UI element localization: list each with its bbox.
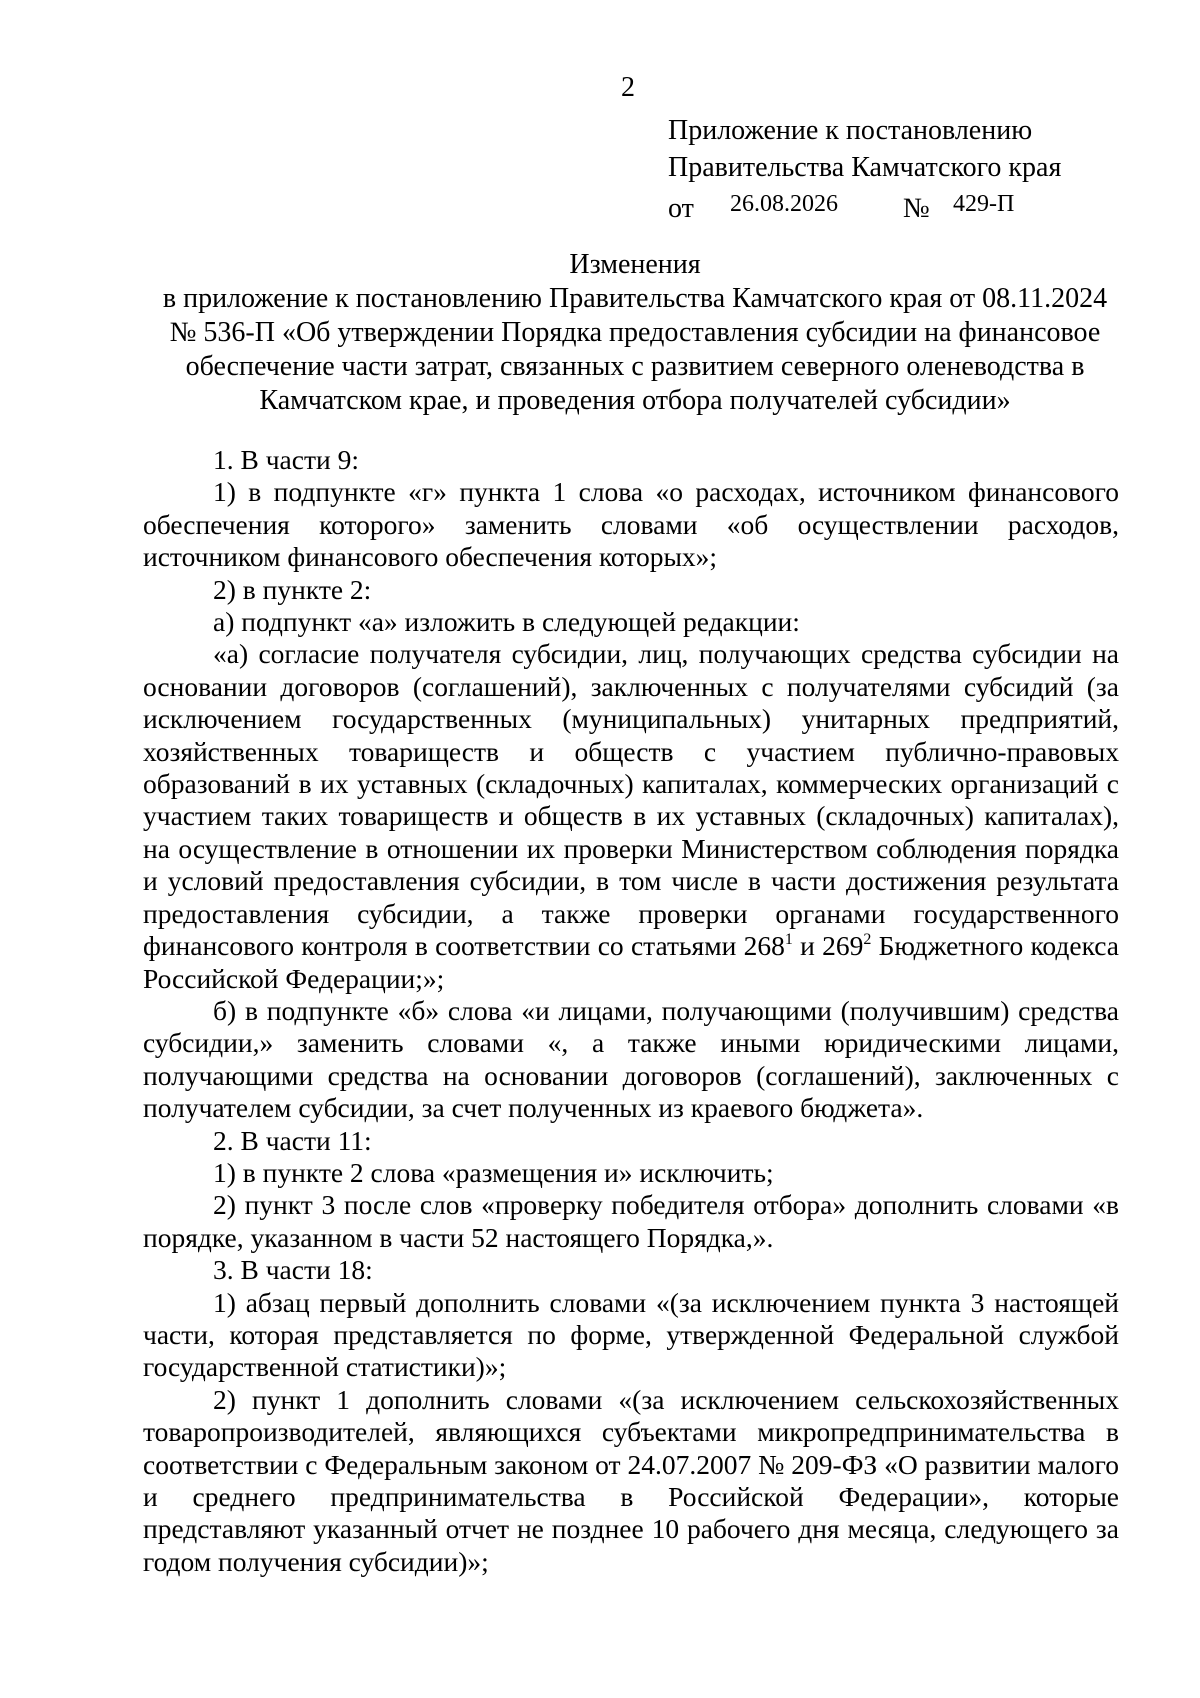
page-number: 2: [621, 72, 635, 103]
title-line-1: в приложение к постановлению Правительства Камчатского края от 08.11.2024: [162, 283, 1108, 314]
paragraph-9: 2) пункт 3 после слов «проверку победителя отбора» дополнить словами «в порядке, указанном в части 52 настоящего Порядка,».: [143, 1189, 1119, 1253]
document-title: [140, 248, 1130, 418]
document-body: [143, 444, 1119, 1578]
paragraph-5: [143, 638, 1119, 994]
from-label: от: [668, 193, 694, 224]
title-line-4: Камчатском крае, и проведения отбора получателей субсидии»: [259, 385, 1011, 416]
paragraph-5-end: Бюджетного кодекса Российской Федерации;»;: [143, 930, 1120, 994]
annex-line-2: Правительства Камчатского края: [668, 152, 1062, 183]
paragraph-8: 1) в пункте 2 слова «размещения и» исключить;: [213, 1156, 774, 1188]
paragraph-4: а) подпункт «а» изложить в следующей редакции:: [213, 606, 800, 638]
annex-header: [668, 112, 1061, 223]
title-line-2: № 536-П «Об утверждении Порядка предоставления субсидии на финансовое: [169, 317, 1101, 348]
paragraph-11: 1) абзац первый дополнить словами «(за исключением пункта 3 настоящей части, которая представляется по форме, утвержденной Федеральной службой государственной статистики)»;: [143, 1286, 1119, 1383]
paragraph-6: б) в подпункте «б» слова «и лицами, получающими (получившим) средства субсидии,» заменить словами «, а также иными юридическими лицами, получающими средства на основании договоров (соглашений), заключенных с получателем субсидии, за счет полученных из краевого бюджета».: [143, 994, 1119, 1124]
paragraph-7: 2. В части 11:: [213, 1124, 372, 1156]
superscript-2: 2: [863, 931, 872, 949]
resolution-number: 429-П: [953, 191, 1015, 217]
resolution-date: 26.08.2026: [730, 191, 838, 217]
paragraph-12: 2) пункт 1 дополнить словами «(за исключением сельскохозяйственных товаропроизводителей, являющихся субъектами микропредпринимательства в соответствии с Федеральным законом от 24.07.2007 № 209-ФЗ «О развитии малого и среднего предпринимательства в Российской Федерации», которые представляют указанный отчет не позднее 10 рабочего дня месяца, следующего за годом получения субсидии)»;: [143, 1383, 1119, 1577]
paragraph-5-text: «а) согласие получателя субсидии, лиц, получающих средства субсидии на основании договоров (соглашений), заключенных с получателями субсидий (за исключением государственных (муниципальных) унитарных предприятий, хозяйственных товариществ и обществ с участием публично-правовых образований в их уставных (складочных) капиталах, коммерческих организаций с участием таких товариществ и обществ в их уставных (складочных) капиталах), на осуществление в отношении их проверки Министерством соблюдения порядка и условий предоставления субсидии, в том числе в части достижения результата предоставления субсидии, а также проверки органами государственного финансового контроля в соответствии со статьями 268: [143, 638, 1119, 962]
title-heading: Изменения: [569, 249, 701, 280]
title-line-3: обеспечение части затрат, связанных с развитием северного оленеводства в: [185, 351, 1085, 382]
superscript-1: 1: [784, 931, 793, 949]
paragraph-3: 2) в пункте 2:: [213, 573, 372, 605]
number-label: №: [903, 193, 930, 224]
paragraph-1: 1. В части 9:: [213, 444, 359, 475]
annex-reference: [668, 186, 1061, 223]
paragraph-5-mid: и 269: [792, 930, 864, 962]
paragraph-10: 3. В части 18:: [213, 1254, 373, 1286]
paragraph-2: 1) в подпункте «г» пункта 1 слова «о расходах, источником финансового обеспечения которого» заменить словами «об осуществлении расходов, источником финансового обеспечения которых»;: [143, 476, 1119, 573]
annex-line-1: Приложение к постановлению: [668, 115, 1033, 146]
